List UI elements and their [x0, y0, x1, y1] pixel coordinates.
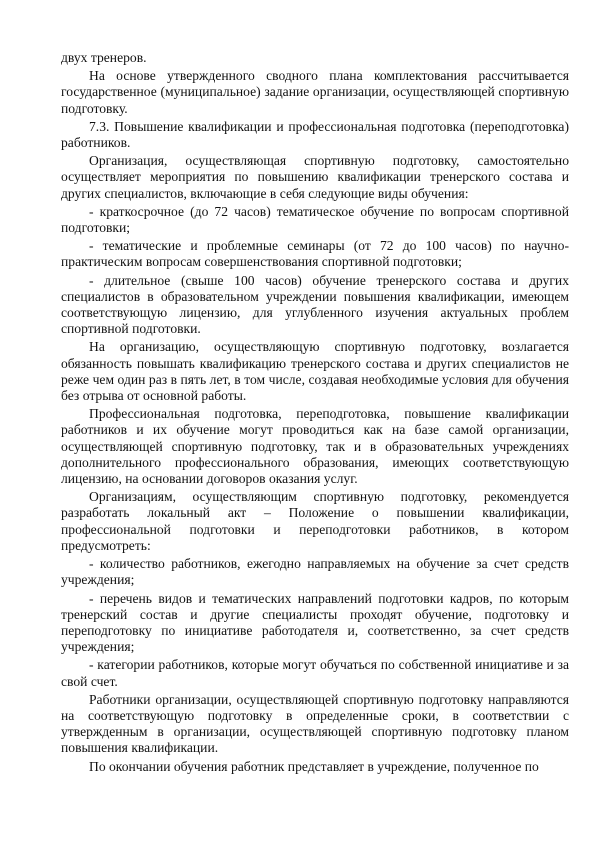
paragraph-training-completion: По окончании обучения работник представляет в учреждение, полученное по	[89, 758, 539, 774]
paragraph-employee-referral: Работники организации, осуществляющей спортивную подготовку направляются на соответствующую подготовку в определенные сроки, в соответствии с утвержденным в организации, осуществляющей спортивную подготовку планом повышения квалификации.	[61, 691, 569, 756]
list-item-self-funded: - категории работников, которые могут обучаться по собственной инициативе и за свой счет.	[61, 657, 569, 689]
paragraph-obligation: На организацию, осуществляющую спортивную подготовку, возлагается обязанность повышать квалификацию тренерского состава и других специалистов не реже чем один раз в пять лет, в том числе, создавая необходимые условия для обучения без отрыва от основной работы.	[61, 339, 569, 404]
list-item-training-directions: - перечень видов и тематических направлений подготовки кадров, по которым тренерский состав и другие специалисты проходят обучение, подготовку и переподготовку по инициативе работодателя и, соответственно, за счет средств учреждения;	[61, 590, 569, 655]
paragraph-continuation: двух тренеров.	[61, 50, 147, 65]
document-page	[61, 50, 569, 777]
paragraph-local-act: Организациям, осуществляющим спортивную подготовку, рекомендуется разработать локальный акт – Положение о повышении квалификации, профессиональной подготовки и переподготовки работников, в котором предусмотреть:	[61, 489, 569, 553]
list-item-employee-count: - количество работников, ежегодно направляемых на обучение за счет средств учреждения;	[61, 556, 569, 588]
list-item-long-term: - длительное (свыше 100 часов) обучение тренерского состава и других специалистов в образовательном учреждении повышения квалификации, имеющем соответствующую лицензию, для углубленного изучения актуальных проблем спортивной подготовки.	[61, 272, 569, 337]
paragraph-training-types-intro: Организация, осуществляющая спортивную подготовку, самостоятельно осуществляет мероприятия по повышению квалификации тренерского состава и других специалистов, включающие в себя следующие виды обучения:	[61, 153, 569, 201]
paragraph-state-assignment: На основе утвержденного сводного плана комплектования рассчитывается государственное (муниципальное) задание организации, осуществляющей спортивную подготовку.	[61, 68, 569, 116]
list-item-short-term: - краткосрочное (до 72 часов) тематическое обучение по вопросам спортивной подготовки;	[61, 203, 569, 236]
paragraph-professional-training: Профессиональная подготовка, переподготовка, повышение квалификации работников и их обучение могут проводиться как на базе самой организации, осуществляющей спортивную подготовку, так и в образовательных учреждениях дополнительного профессионального образования, имеющих соответствующую лицензию, на основании договоров оказания услуг.	[61, 406, 569, 487]
list-item-seminars: - тематические и проблемные семинары (от 72 до 100 часов) по научно-практическим вопросам совершенствования спортивной подготовки;	[61, 238, 569, 270]
section-heading-7-3: 7.3. Повышение квалификации и профессиональная подготовка (переподготовка) работников.	[61, 118, 569, 151]
